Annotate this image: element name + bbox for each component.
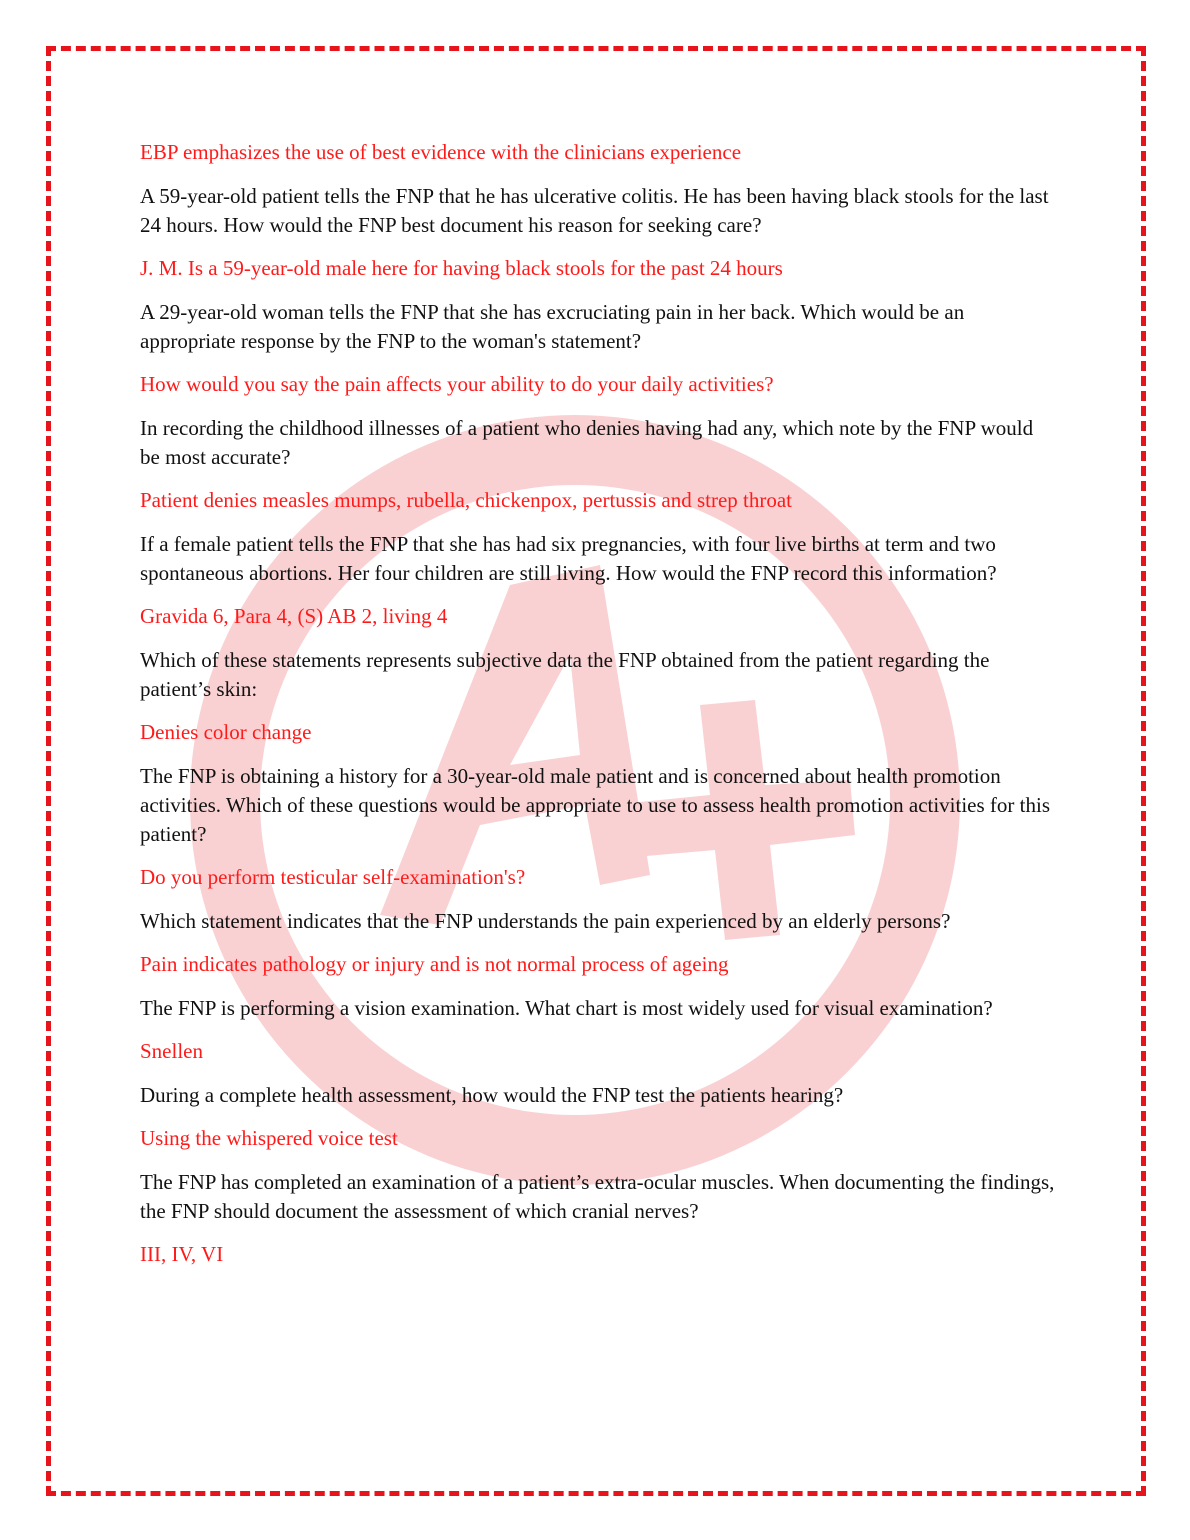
question-text: The FNP is performing a vision examination. What chart is most widely used for visual examination? [140, 995, 993, 1020]
answer-text: EBP emphasizes the use of best evidence with the clinicians experience [140, 140, 742, 164]
document-body [140, 138, 1055, 1284]
question-text: In recording the childhood illnesses of a patient who denies having had any, which note by the FNP would be most accurate? [140, 415, 1034, 469]
answer-text: Gravida 6, Para 4, (S) AB 2, living 4 [140, 604, 448, 628]
question-text: The FNP is obtaining a history for a 30-year-old male patient and is concerned about health promotion activities. Which of these questions would be appropriate to use to assess health promotion activities for this patient? [140, 763, 1051, 846]
question-text: A 59-year-old patient tells the FNP that he has ulcerative colitis. He has been having black stools for the last 24 hours. How would the FNP best document his reason for seeking care? [140, 183, 1049, 237]
question-text: Which statement indicates that the FNP understands the pain experienced by an elderly persons? [140, 908, 951, 933]
answer-text: Patient denies measles mumps, rubella, chickenpox, pertussis and strep throat [140, 488, 793, 512]
answer-text: J. M. Is a 59-year-old male here for having black stools for the past 24 hours [140, 256, 783, 280]
answer-text: Denies color change [140, 720, 312, 744]
answer-text: Do you perform testicular self-examination's? [140, 865, 526, 889]
question-text: Which of these statements represents subjective data the FNP obtained from the patient regarding the patient’s skin: [140, 647, 990, 701]
question-text: During a complete health assessment, how would the FNP test the patients hearing? [140, 1082, 844, 1107]
answer-text: III, IV, VI [140, 1242, 224, 1266]
question-text: If a female patient tells the FNP that she has had six pregnancies, with four live births at term and two spontaneous abortions. Her four children are still living. How would the FNP record this information? [140, 531, 997, 585]
answer-text: Pain indicates pathology or injury and is not normal process of ageing [140, 952, 729, 976]
question-text: A 29-year-old woman tells the FNP that she has excruciating pain in her back. Which would be an appropriate response by the FNP to the woman's statement? [140, 299, 965, 353]
question-text: The FNP has completed an examination of a patient’s extra-ocular muscles. When documenting the findings, the FNP should document the assessment of which cranial nerves? [140, 1169, 1055, 1223]
answer-text: Snellen [140, 1039, 203, 1063]
answer-text: How would you say the pain affects your ability to do your daily activities? [140, 372, 774, 396]
answer-text: Using the whispered voice test [140, 1126, 398, 1150]
